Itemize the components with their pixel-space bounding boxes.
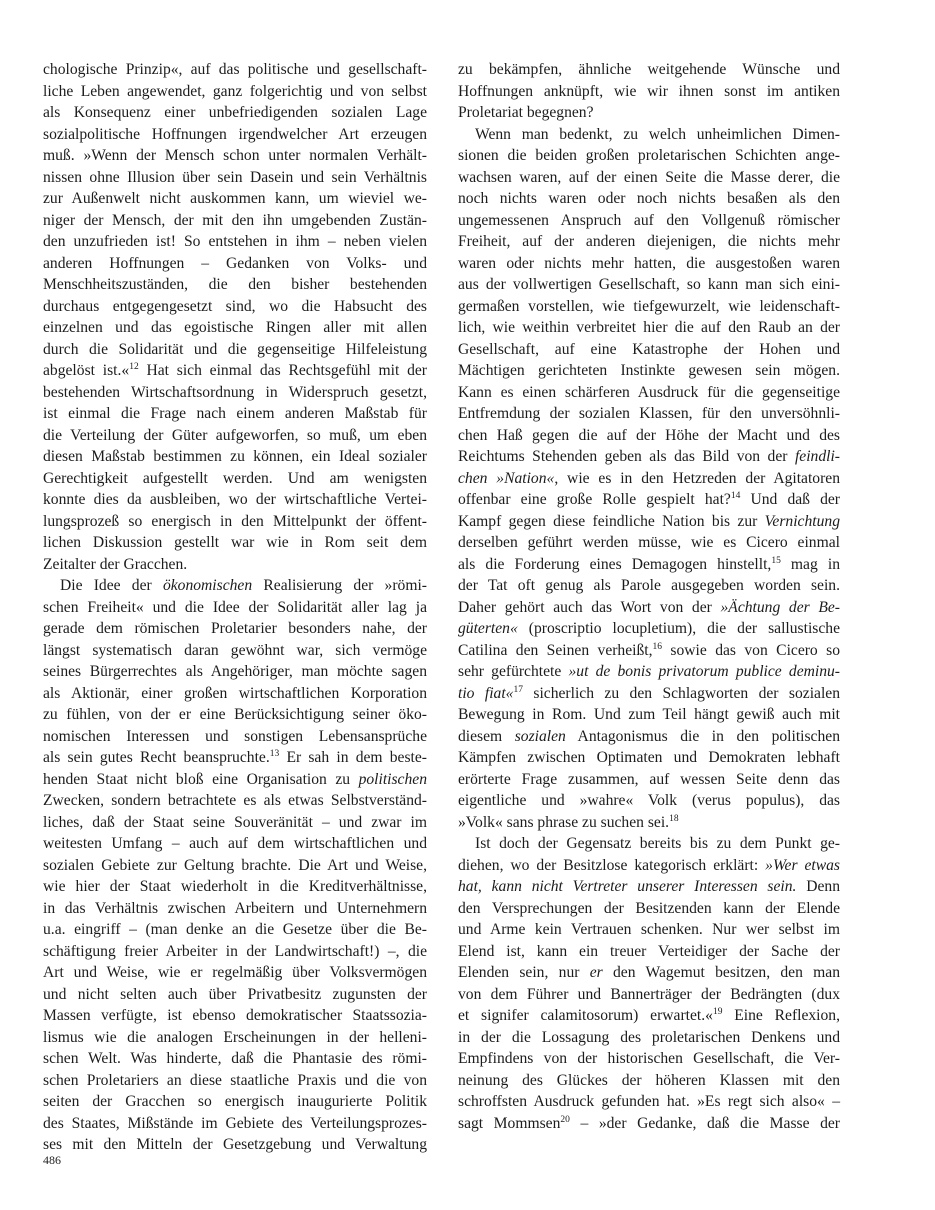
text-line [43, 511, 427, 533]
line-text: als Aktionär, einer großen wirtschaftlichen Korporation [43, 684, 427, 702]
line-text: diesem [458, 727, 515, 745]
text-line [43, 1070, 427, 1092]
line-text: muß. »Wenn der Mensch schon unter normalen Verhält- [43, 147, 427, 164]
right-text-column [458, 59, 840, 1134]
line-text: waren oder nichts mehr hatten, die ausgestoßen waren [458, 254, 840, 272]
line-text: Hat sich einmal das Rechtsgefühl mit der [138, 362, 427, 379]
footnote-ref: 15 [771, 555, 781, 566]
line-text: aus der vollwertigen Gesellschaft, so kann man sich eini- [458, 276, 840, 293]
line-text: von dem Führer und Bannerträger der Bedrängten (dux [458, 985, 840, 1003]
footnote-ref: 16 [652, 641, 663, 652]
line-text: schen Proletariers an diese staatliche Praxis und die von [43, 1071, 427, 1089]
line-text: als die Forderung eines Demagogen hinstellt, [458, 555, 772, 573]
text-line [458, 360, 840, 382]
text-line [458, 102, 840, 124]
footnote-ref: 18 [669, 813, 679, 824]
italic-text: politischen [358, 770, 427, 788]
text-line [43, 145, 427, 167]
line-text: wachsen waren, auf der einen Seite die Masse derer, die [458, 168, 840, 186]
italic-text: »Wer etwas [765, 856, 840, 874]
line-text: Er sah in dem beste- [279, 749, 427, 766]
text-line [458, 575, 840, 597]
text-line [458, 1113, 840, 1135]
italic-text: »Ächtung der Be- [720, 598, 840, 616]
text-line [458, 1070, 840, 1092]
line-text: die Verteilung der Güter aufgeworfen, so muß, um eben [43, 426, 427, 444]
text-line [458, 941, 840, 963]
line-text: diesen Maßstab bestimmen zu können, ein Ideal sozialer [43, 448, 427, 465]
text-line [458, 339, 840, 361]
text-line [43, 575, 427, 597]
line-text: nissen ohne Illusion über sein Dasein und sein Verhältnis [43, 168, 427, 186]
text-line [458, 1048, 840, 1070]
text-line [43, 919, 427, 941]
line-text: – »der Gedanke, daß die Masse der [569, 1114, 840, 1132]
line-text: sehr gefürchtete [458, 663, 569, 680]
text-line [458, 317, 840, 339]
text-line [458, 704, 840, 726]
line-text: »Volk« sans phrase zu suchen sei. [458, 813, 670, 831]
text-line [43, 231, 427, 253]
text-line [43, 812, 427, 834]
text-line [458, 532, 840, 554]
text-line [43, 425, 427, 447]
text-line [43, 855, 427, 877]
text-line [458, 898, 840, 920]
line-text: sagt Mommsen [458, 1114, 561, 1132]
line-text: ungemessenen Anspruch auf den Vollgenuß römischer [458, 211, 840, 229]
line-text: Gerechtigkeit aufgestellt werden. Und am wenigsten [43, 469, 427, 487]
footnote-ref: 13 [269, 749, 280, 759]
line-text: lichen Diskussion gestellt war wie in Rom seit dem [43, 534, 427, 551]
line-text: Eine Reflexion, [722, 1007, 841, 1024]
line-text: (proscriptio locupletium), die der sallustische [517, 620, 840, 637]
line-text: Empfindens von der historischen Gesellschaft, die Ver- [458, 1050, 840, 1067]
line-text: zur Außenwelt nicht auskommen kann, um wieviel we- [43, 190, 427, 207]
line-text: Entfremdung der sozialen Klassen, für den unversöhnli- [458, 405, 840, 422]
line-text: neinung des Glückes der höheren Klassen mit den [458, 1071, 840, 1089]
line-text: Zwecken, sondern betrachtete es als etwas Selbstverständ- [43, 792, 427, 809]
line-text: schen Freiheit« und die Idee der Solidarität aller lag ja [43, 598, 427, 616]
line-text: zu bekämpfen, ähnliche weitgehende Wünsche und [458, 61, 840, 78]
line-text: chen Haß gegen die auf der Höhe der Macht und des [458, 426, 840, 444]
text-line [458, 188, 840, 210]
line-text: Und daß der [740, 491, 840, 508]
line-text: u.a. eingriff – (man denke an die Gesetze über die Be- [43, 921, 427, 938]
text-line [43, 296, 427, 318]
text-line [43, 210, 427, 232]
italic-text: hat, kann nicht Vertreter unserer Interessen sein. [458, 878, 797, 895]
line-text: noch nichts waren oder noch nichts besaßen als den [458, 190, 840, 207]
text-line [458, 597, 840, 619]
line-text: Die Idee der [60, 577, 163, 594]
line-text: Menschheitszuständen, die den bisher bestehenden [43, 276, 427, 293]
line-text: lismus wie die analogen Erscheinungen in der helleni- [43, 1028, 427, 1046]
text-line [458, 833, 840, 855]
line-text: schäftigung freier Arbeiter in der Landwirtschaft!) –, die [43, 942, 427, 960]
text-line [458, 876, 840, 898]
text-line [43, 833, 427, 855]
line-text: in der die Lossagung des proletarischen Denkens und [458, 1028, 840, 1046]
line-text: den Versprechungen der Besitzenden kann der Elende [458, 899, 840, 917]
text-line [43, 661, 427, 683]
text-line [43, 489, 427, 511]
line-text: einzelnen und das egoistische Ringen aller mit allen [43, 319, 427, 336]
footnote-ref: 17 [513, 684, 523, 695]
text-line [43, 317, 427, 339]
italic-text: sozialen [514, 727, 566, 745]
line-text: seines Bürgerrechtes als Angehöriger, man möchte sagen [43, 663, 427, 680]
text-line [458, 446, 840, 468]
italic-text: Vernichtung [764, 512, 840, 530]
line-text: in das Verhältnis zwischen Arbeitern und Unternehmern [43, 899, 427, 917]
line-text: sicherlich zu den Schlagworten der sozialen [522, 684, 840, 702]
line-text: Denn [796, 878, 840, 895]
footnote-ref: 20 [560, 1114, 570, 1125]
line-text: Daher gehört auch das Wort von der [458, 598, 721, 616]
line-text: Kämpfen zwischen Optimaten und Demokraten lebhaft [458, 749, 840, 766]
italic-text: chen »Nation« [458, 469, 555, 487]
text-line [43, 1048, 427, 1070]
line-text: Elend ist, kann ein treuer Verteidiger der Sache der [458, 942, 840, 960]
line-text: ist einmal die Frage nach einem anderen Maßstab für [43, 405, 427, 422]
italic-text: tio fiat« [458, 684, 514, 702]
text-line [43, 876, 427, 898]
text-line [458, 382, 840, 404]
text-line [458, 145, 840, 167]
text-line [43, 726, 427, 748]
text-line [458, 59, 840, 81]
text-line [458, 984, 840, 1006]
footnote-ref: 19 [712, 1007, 723, 1017]
line-text: des Staates, Mißstände im Gebiete des Verteilungsprozes- [43, 1114, 427, 1132]
line-text: offenbar eine große Rolle gespielt hat? [458, 491, 731, 508]
text-line [458, 1027, 840, 1049]
text-line [458, 425, 840, 447]
italic-text: er [589, 964, 603, 981]
italic-text: güterten« [458, 620, 518, 637]
line-text: schen Welt. Was hinderte, daß die Phantasie des römi- [43, 1050, 427, 1067]
line-text: Art und Weise, wie er regelmäßig über Volksvermögen [43, 964, 427, 981]
text-line [458, 661, 840, 683]
text-line [43, 704, 427, 726]
text-line [458, 769, 840, 791]
line-text: germaßen vorstellen, wie tiefgewurzelt, wie leidenschaft- [458, 297, 840, 315]
text-line [43, 984, 427, 1006]
text-line [43, 1027, 427, 1049]
line-text: Massen verfügte, ist ebenso demokratischer Staatssozia- [43, 1007, 427, 1024]
left-text-column [43, 59, 427, 1156]
text-line [43, 769, 427, 791]
line-text: Bewegung in Rom. Und zum Teil hängt gewiß auch mit [458, 706, 840, 723]
text-line [458, 81, 840, 103]
line-text: und Arme kein Vertrauen schenken. Nur wer selbst im [458, 921, 840, 938]
italic-text: feindli- [794, 448, 840, 465]
line-text: Proletariat begegnen? [458, 104, 594, 121]
line-text: eigentliche und »wahre« Volk (verus populus), das [458, 792, 840, 809]
text-line [43, 59, 427, 81]
line-text: und nicht selten auch über Privatbesitz zugunsten der [43, 985, 427, 1003]
text-line [458, 296, 840, 318]
text-line [43, 360, 427, 382]
italic-text: ökonomischen [162, 577, 253, 594]
text-line [458, 618, 840, 640]
footnote-ref: 14 [730, 491, 741, 501]
text-line [43, 446, 427, 468]
line-text: Freiheit, auf der anderen diejenigen, die nichts mehr [458, 233, 840, 250]
line-text: liche Leben angewendet, ganz folgerichtig und von selbst [43, 82, 427, 100]
line-text: Kann es einen schärferen Ausdruck für die gegenseitige [458, 383, 840, 401]
line-text: Ist doch der Gegensatz bereits bis zu dem Punkt ge- [475, 835, 840, 852]
text-line [43, 102, 427, 124]
line-text: Wenn man bedenkt, zu welch unheimlichen Dimen- [475, 125, 840, 143]
line-text: henden Staat nicht bloß eine Organisation zu [43, 770, 359, 788]
line-text: längst systematisch daran gewöhnt war, sich vermöge [43, 641, 427, 659]
text-line [458, 274, 840, 296]
line-text: , wie es in den Hetzreden der Agitatoren [554, 469, 840, 487]
line-text: mag in [780, 555, 840, 573]
text-line [458, 554, 840, 576]
text-line [43, 188, 427, 210]
text-line [43, 554, 427, 576]
line-text: als sein gutes Recht beanspruchte. [43, 749, 270, 766]
text-line [43, 941, 427, 963]
text-line [458, 231, 840, 253]
line-text: chologische Prinzip«, auf das politische und gesellschaft- [43, 61, 427, 78]
line-text: ses mit den Mitteln der Gesetzgebung und Verwaltung [43, 1136, 427, 1153]
line-text: sionen die beiden großen proletarischen Schichten ange- [458, 147, 840, 164]
text-line [43, 898, 427, 920]
footnote-ref: 12 [129, 362, 139, 372]
text-line [458, 511, 840, 533]
text-line [43, 124, 427, 146]
line-text: derselben geführt werden müsse, wie es Cicero einmal [458, 534, 840, 551]
line-text: gerade dem römischen Proletarier besonders nahe, der [43, 620, 427, 637]
text-line [43, 382, 427, 404]
text-line [43, 618, 427, 640]
line-text: weitesten Umfang – auch auf dem wirtschaftlichen und [43, 835, 427, 852]
line-text: liches, daß der Staat seine Souveränität – und zwar im [43, 813, 427, 831]
text-line [43, 339, 427, 361]
text-line [458, 962, 840, 984]
text-line [43, 253, 427, 275]
text-line [43, 962, 427, 984]
line-text: durch die Solidarität und die gegenseitige Hilfeleistung [43, 340, 427, 358]
text-line [458, 253, 840, 275]
line-text: konnte dies da ausbleiben, wo der wirtschaftliche Vertei- [43, 491, 427, 508]
line-text: der Tat oft genug als Parole ausgegeben worden sein. [458, 577, 840, 594]
text-line [43, 1091, 427, 1113]
line-text: nomischen Interessen und sonstigen Lebensansprüche [43, 727, 427, 745]
text-line [458, 1091, 840, 1113]
line-text: wie hier der Staat wiederholt in die Kreditverhältnisse, [43, 878, 427, 895]
line-text: Gesellschaft, auf eine Katastrophe der Hohen und [458, 340, 840, 358]
line-text: Zeitalter der Gracchen. [43, 555, 188, 573]
text-line [43, 167, 427, 189]
line-text: bestehenden Wirtschaftsordnung in Widerspruch gesetzt, [43, 383, 427, 401]
line-text: Hoffnungen anknüpft, wie wir ihnen sonst im antiken [458, 82, 840, 100]
text-line [458, 210, 840, 232]
text-line [458, 919, 840, 941]
line-text: lich, wie weithin verbreitet hier die auf den Raub an der [458, 319, 840, 336]
text-line [43, 81, 427, 103]
text-line [43, 640, 427, 662]
text-line [458, 790, 840, 812]
text-line [43, 597, 427, 619]
line-text: durchaus entgegengesetzt sind, wo die Habsucht des [43, 297, 427, 315]
text-line [458, 1005, 840, 1027]
line-text: Kampf gegen diese feindliche Nation bis zur [458, 512, 765, 530]
line-text: sozialen Gebiete zur Geltung brachte. Die Art und Weise, [43, 856, 427, 874]
line-text: et signifer calamitosorum) erwartet.« [458, 1007, 713, 1024]
text-line [458, 747, 840, 769]
text-line [458, 403, 840, 425]
line-text: Antagonismus die in den politischen [565, 727, 840, 745]
page-number: 486 [43, 1153, 61, 1167]
line-text: den Wagemut besitzen, den man [602, 964, 840, 981]
text-line [43, 1134, 427, 1156]
text-line [458, 167, 840, 189]
text-line [458, 489, 840, 511]
text-line [458, 640, 840, 662]
text-line [43, 274, 427, 296]
line-text: anderen Hoffnungen – Gedanken von Volks- und [43, 254, 427, 272]
text-line [43, 790, 427, 812]
text-line [43, 747, 427, 769]
text-line [458, 124, 840, 146]
line-text: Reichtums Stehenden geben als das Bild von der [458, 448, 795, 465]
line-text: Realisierung der »römi- [252, 577, 427, 594]
text-line [458, 468, 840, 490]
line-text: als Konsequenz einer unbefriedigenden sozialen Lage [43, 104, 427, 121]
line-text: Elenden sein, nur [458, 964, 590, 981]
line-text: Catilina den Seinen verheißt, [458, 641, 653, 659]
line-text: seiten der Gracchen so energisch inaugurierte Politik [43, 1093, 427, 1110]
line-text: schroffsten Ausdruck gefunden hat. »Es regt sich also« – [458, 1093, 840, 1110]
text-line [43, 468, 427, 490]
text-line [43, 403, 427, 425]
text-line [43, 532, 427, 554]
line-text: sozialpolitische Hoffnungen irgendwelcher Art erzeugen [43, 125, 427, 143]
line-text: niger der Mensch, der mit den ihn umgebenden Zustän- [43, 211, 427, 229]
line-text: abgelöst ist.« [43, 362, 130, 379]
line-text: lungsprozeß so energisch in den Mittelpunkt der öffent- [43, 512, 427, 530]
text-line [43, 683, 427, 705]
text-line [458, 855, 840, 877]
text-line [458, 726, 840, 748]
text-line [458, 683, 840, 705]
line-text: erörterte Frage zusammen, auf wessen Seite denn das [458, 770, 840, 788]
line-text: sowie das von Cicero so [662, 641, 840, 659]
italic-text: »ut de bonis privatorum publice deminu- [568, 663, 840, 680]
text-line [43, 1113, 427, 1135]
line-text: den unzufrieden ist! So entstehen in ihm – neben vielen [43, 233, 427, 250]
line-text: diehen, wo der Besitzlose kategorisch erklärt: [458, 856, 766, 874]
line-text: zu fühlen, von der er eine Berücksichtigung seiner öko- [43, 706, 427, 723]
text-line [458, 812, 840, 834]
line-text: Mächtigen gerichteten Instinkte gewesen sein mögen. [458, 362, 840, 379]
text-line [43, 1005, 427, 1027]
